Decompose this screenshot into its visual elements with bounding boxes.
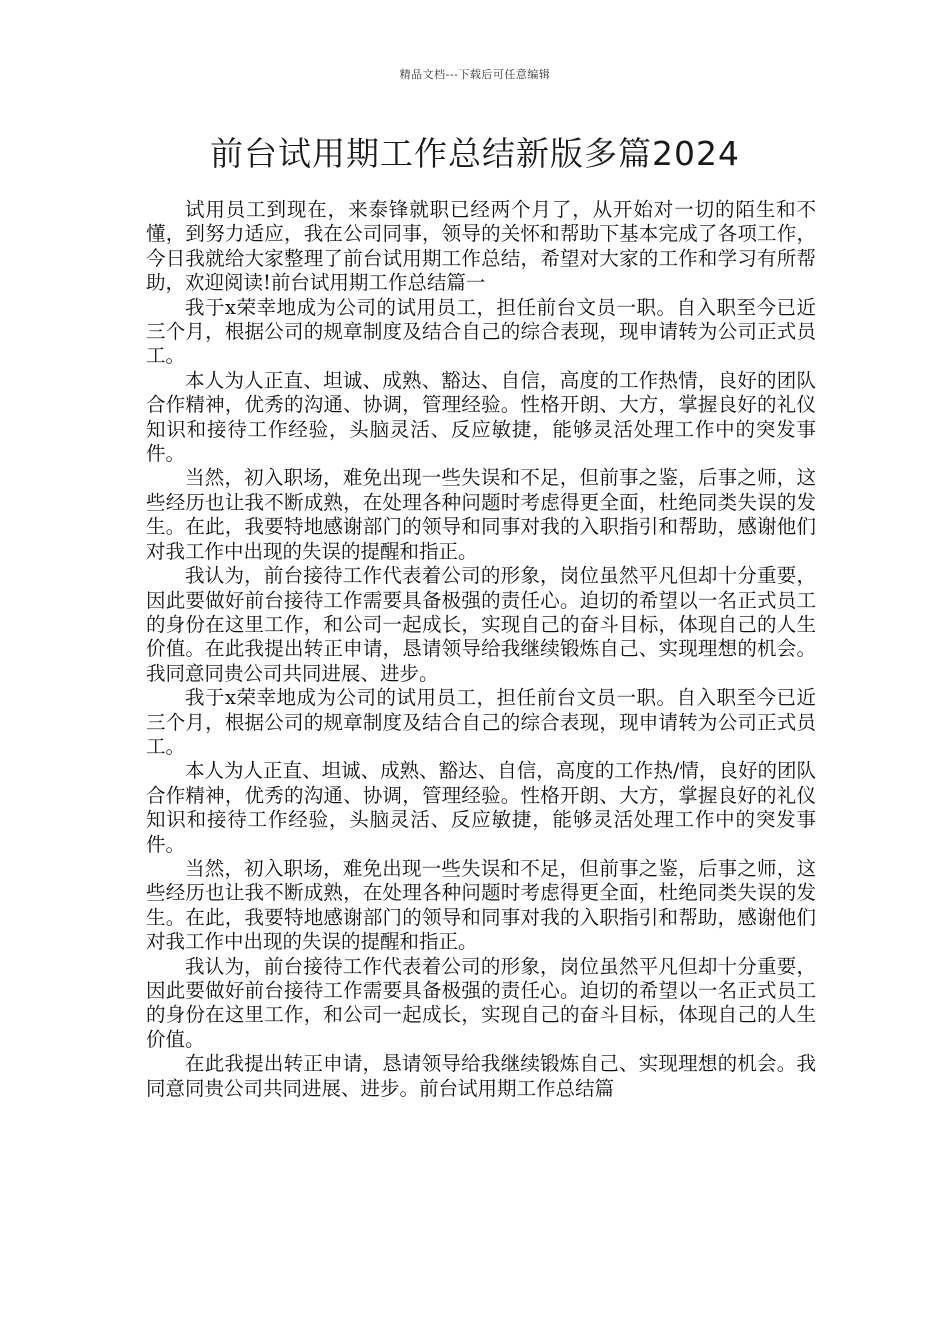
- document-title: 前台试用期工作总结新版多篇2024: [210, 134, 740, 173]
- paragraph: 我于x荣幸地成为公司的试用员工，担任前台文员一职。自入职至今已近三个月，根据公司的规章制度及结合自己的综合表现，现申请转为公司正式员工。: [146, 686, 816, 758]
- header-note: 精品文档---下载后可任意编辑: [399, 68, 551, 81]
- paragraph: 试用员工到现在，来泰锋就职已经两个月了，从开始对一切的陌生和不懂，到努力适应，我在公司同事，领导的关怀和帮助下基本完成了各项工作，今日我就给大家整理了前台试用期工作总结，希望对大家的工作和学习有所帮助，欢迎阅读!前台试用期工作总结篇一: [146, 198, 816, 295]
- paragraph: 在此我提出转正申请，恳请领导给我继续锻炼自己、实现理想的机会。我同意同贵公司共同进展、进步。前台试用期工作总结篇: [146, 1052, 816, 1100]
- paragraph: 当然，初入职场，难免出现一些失误和不足，但前事之鉴，后事之师，这些经历也让我不断成熟，在处理各种问题时考虑得更全面，杜绝同类失误的发生。在此，我要特地感谢部门的领导和同事对我的入职指引和帮助，感谢他们对我工作中出现的失误的提醒和指正。: [146, 856, 816, 954]
- document-body: [146, 198, 816, 1101]
- paragraph: 当然，初入职场，难免出现一些失误和不足，但前事之鉴，后事之师，这些经历也让我不断成熟，在处理各种问题时考虑得更全面，杜绝同类失误的发生。在此，我要特地感谢部门的领导和同事对我的入职指引和帮助，感谢他们对我工作中出现的失误的提醒和指正。: [146, 466, 816, 563]
- paragraph: 我认为，前台接待工作代表着公司的形象，岗位虽然平凡但却十分重要，因此要做好前台接待工作需要具备极强的责任心。迫切的希望以一名正式员工的身份在这里工作，和公司一起成长，实现自己的奋斗目标，体现自己的人生价值。在此我提出转正申请，恳请领导给我继续锻炼自己、实现理想的机会。我同意同贵公司共同进展、进步。: [146, 564, 816, 685]
- paragraph: 本人为人正直、坦诚、成熟、豁达、自信，高度的工作热/情，良好的团队合作精神，优秀的沟通、协调，管理经验。性格开朗、大方，掌握良好的礼仪知识和接待工作经验，头脑灵活、反应敏捷，能够灵活处理工作中的突发事件。: [146, 759, 816, 856]
- paragraph: 我认为，前台接待工作代表着公司的形象，岗位虽然平凡但却十分重要，因此要做好前台接待工作需要具备极强的责任心。迫切的希望以一名正式员工的身份在这里工作，和公司一起成长，实现自己的奋斗目标，体现自己的人生价值。: [146, 954, 816, 1051]
- paragraph: 本人为人正直、坦诚、成熟、豁达、自信，高度的工作热情，良好的团队合作精神，优秀的沟通、协调，管理经验。性格开朗、大方，掌握良好的礼仪知识和接待工作经验，头脑灵活、反应敏捷，能够灵活处理工作中的突发事件。: [146, 368, 816, 466]
- paragraph: 我于x荣幸地成为公司的试用员工，担任前台文员一职。自入职至今已近三个月，根据公司的规章制度及结合自己的综合表现，现申请转为公司正式员工。: [146, 295, 816, 368]
